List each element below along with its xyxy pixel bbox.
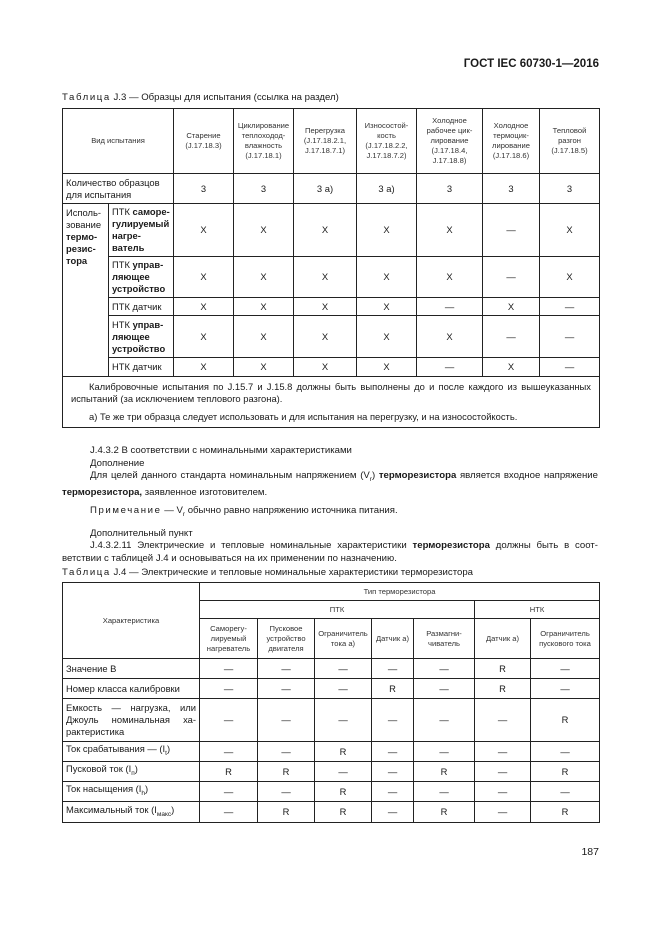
cell: — xyxy=(417,298,483,316)
cell: R xyxy=(258,802,315,823)
cell: R xyxy=(475,659,531,679)
cell: — xyxy=(258,659,315,679)
cell: R xyxy=(200,762,258,782)
cell: X xyxy=(540,204,600,257)
cell: — xyxy=(200,782,258,802)
caption-label: Таблица xyxy=(62,92,111,103)
cell: — xyxy=(483,316,540,358)
table-notes-row xyxy=(63,377,600,428)
cell: X xyxy=(483,358,540,377)
cell: X xyxy=(234,298,294,316)
cell: X xyxy=(174,358,234,377)
cell: X xyxy=(234,358,294,377)
addition-label: Дополнение xyxy=(90,457,145,469)
cell: X xyxy=(174,204,234,257)
cell: R xyxy=(531,699,600,742)
table-row xyxy=(63,204,600,257)
cell: R xyxy=(258,762,315,782)
row-label: ПТК саморегулируемый нагреватель xyxy=(109,204,174,257)
cell: 3 xyxy=(174,174,234,204)
cell: X xyxy=(234,316,294,358)
cell: — xyxy=(372,742,414,762)
cell: 3 xyxy=(540,174,600,204)
cell: X xyxy=(417,204,483,257)
table-row xyxy=(63,316,600,358)
cell: — xyxy=(531,742,600,762)
cell: — xyxy=(258,782,315,802)
cell: 3 xyxy=(483,174,540,204)
cell: — xyxy=(315,659,372,679)
col-header: Холодное термоциклирование (J.17.18.6) xyxy=(483,109,540,174)
cell: X xyxy=(174,316,234,358)
cell: — xyxy=(258,742,315,762)
cell: X xyxy=(234,257,294,298)
cell: 3 а) xyxy=(357,174,417,204)
table-row xyxy=(63,659,600,679)
cell: X xyxy=(357,204,417,257)
col-header: Старение (J.17.18.3) xyxy=(174,109,234,174)
cell: — xyxy=(540,358,600,377)
caption-text: J.4 — Электрические и тепловые номинальные характеристики терморезистора xyxy=(113,567,473,578)
caption-text: J.3 — Образцы для испытания (ссылка на раздел) xyxy=(113,92,339,103)
cell: 3 а) xyxy=(294,174,357,204)
table-row xyxy=(63,358,600,377)
cell: — xyxy=(258,699,315,742)
type-header: Тип терморезистора xyxy=(200,583,600,601)
cell: — xyxy=(483,204,540,257)
col-header: Холодное рабочее циклирование (J.17.18.4, J.17.18.8) xyxy=(417,109,483,174)
cell: — xyxy=(475,699,531,742)
col-header: Циклирование теплоходод-влажность (J.17.18.1) xyxy=(234,109,294,174)
row-label: НТК управляющее устройство xyxy=(109,316,174,358)
paragraph-ratings: J.4.3.2.11 Электрические и тепловые номинальные характеристики терморезистора должны быть в соответствии с таблицей J.4 и основываться на их применении по назначению. xyxy=(62,540,598,564)
col-header: Перегрузка (J.17.18.2.1, J.17.18.7.1) xyxy=(294,109,357,174)
col-header: Ограничитель тока а) xyxy=(315,619,372,659)
cell: X xyxy=(357,298,417,316)
table-row xyxy=(63,298,600,316)
row-label: Пусковой ток $(I_п)$ xyxy=(63,762,200,782)
table-j4 xyxy=(62,582,600,823)
cell: — xyxy=(372,782,414,802)
table-j4-corner: Характеристика xyxy=(63,583,200,659)
cell: X xyxy=(540,257,600,298)
cell: — xyxy=(540,298,600,316)
table-notes xyxy=(63,377,600,428)
cell: X xyxy=(417,316,483,358)
cell: X xyxy=(234,204,294,257)
cell: — xyxy=(414,699,475,742)
cell: — xyxy=(475,802,531,823)
cell: — xyxy=(315,679,372,699)
row-label: ПТК управляющее устройство xyxy=(109,257,174,298)
table-row xyxy=(63,699,600,742)
cell: R xyxy=(531,802,600,823)
note-footnote: а) Те же три образца следует использовать и для испытания на перегрузку, и на износостойкость. xyxy=(89,411,518,422)
body-text xyxy=(62,445,598,566)
table-row xyxy=(63,174,600,204)
col-header: Саморегулируемый нагреватель xyxy=(200,619,258,659)
cell: 3 xyxy=(234,174,294,204)
page-number: 187 xyxy=(581,846,599,858)
cell: X xyxy=(294,204,357,257)
cell: X xyxy=(417,257,483,298)
cell: R xyxy=(315,742,372,762)
row-label: Значение B xyxy=(63,659,200,679)
cell: R xyxy=(531,762,600,782)
table-row xyxy=(63,679,600,699)
cell: — xyxy=(200,699,258,742)
cell: X xyxy=(294,257,357,298)
document-header: ГОСТ IEC 60730-1—2016 xyxy=(463,58,599,70)
table-row xyxy=(63,802,600,823)
col-header: Износостойкость (J.17.18.2.2, J.17.18.7.2) xyxy=(357,109,417,174)
row-label: Максимальный ток $(I_{макс})$ xyxy=(63,802,200,823)
cell: — xyxy=(475,742,531,762)
cell: — xyxy=(475,782,531,802)
col-header: Тепловой разгон (J.17.18.5) xyxy=(540,109,600,174)
cell: R xyxy=(372,679,414,699)
row-label: Ток срабатывания — $(I_t)$ xyxy=(63,742,200,762)
col-header: Датчик а) xyxy=(475,619,531,659)
cell: — xyxy=(414,659,475,679)
col-header: Датчик а) xyxy=(372,619,414,659)
table-row xyxy=(63,742,600,762)
row-label: ПТК датчик xyxy=(109,298,174,316)
col-header: Размагничиватель xyxy=(414,619,475,659)
cell: — xyxy=(414,679,475,699)
cell: R xyxy=(414,762,475,782)
row-label: Номер класса калибровки xyxy=(63,679,200,699)
table-j4-header-row xyxy=(63,583,600,601)
cell: — xyxy=(483,257,540,298)
row-label: НТК датчик xyxy=(109,358,174,377)
cell: — xyxy=(540,316,600,358)
cell: — xyxy=(414,782,475,802)
table-row xyxy=(63,257,600,298)
cell: X xyxy=(294,358,357,377)
cell: — xyxy=(372,699,414,742)
cell: — xyxy=(372,762,414,782)
cell: X xyxy=(174,257,234,298)
cell: 3 xyxy=(417,174,483,204)
table-j3-header-row xyxy=(63,109,600,174)
cell: — xyxy=(200,742,258,762)
cell: — xyxy=(372,659,414,679)
cell: R xyxy=(315,782,372,802)
row-label: Ток насыщения $(I_h)$ xyxy=(63,782,200,802)
cell: — xyxy=(531,659,600,679)
cell: — xyxy=(414,742,475,762)
cell: X xyxy=(357,358,417,377)
cell: X xyxy=(294,298,357,316)
cell: — xyxy=(200,679,258,699)
cell: R xyxy=(475,679,531,699)
cell: X xyxy=(357,257,417,298)
cell: R xyxy=(315,802,372,823)
cell: — xyxy=(315,762,372,782)
col-header: Пусковое устройство двигателя xyxy=(258,619,315,659)
note-paragraph: Примечание — $V_r$ обычно равно напряжению источника питания. xyxy=(90,505,398,519)
use-label: Использование терморезистора xyxy=(63,204,109,377)
additional-clause-label: Дополнительный пункт xyxy=(90,527,193,539)
cell: — xyxy=(200,802,258,823)
table-j3-caption xyxy=(62,92,339,103)
table-row xyxy=(63,782,600,802)
group-ptk: ПТК xyxy=(200,601,475,619)
table-j3-corner: Вид испытания xyxy=(63,109,174,174)
table-j4-caption xyxy=(62,567,473,578)
clause-heading: J.4.3.2 В соответствии с номинальными характеристиками xyxy=(90,445,352,456)
cell: — xyxy=(531,782,600,802)
cell: — xyxy=(372,802,414,823)
cell: — xyxy=(417,358,483,377)
note-calibration: Калибровочные испытания по J.15.7 и J.15.8 должны быть выполнены до и после каждого из вышеуказанных испытаний (за исключением теплового разгона). xyxy=(71,381,591,404)
group-ntk: НТК xyxy=(475,601,600,619)
cell: — xyxy=(475,762,531,782)
table-j3 xyxy=(62,108,600,428)
cell: — xyxy=(200,659,258,679)
cell: X xyxy=(357,316,417,358)
cell: X xyxy=(483,298,540,316)
count-label: Количество образцов для испытания xyxy=(63,174,174,204)
caption-label: Таблица xyxy=(62,567,111,578)
cell: — xyxy=(531,679,600,699)
row-label: Емкость — нагрузка, или Джоуль номинальная характеристика xyxy=(63,699,200,742)
cell: X xyxy=(174,298,234,316)
cell: R xyxy=(414,802,475,823)
cell: — xyxy=(258,679,315,699)
cell: — xyxy=(315,699,372,742)
cell: X xyxy=(294,316,357,358)
col-header: Ограничитель пускового тока xyxy=(531,619,600,659)
table-row xyxy=(63,762,600,782)
paragraph-rated-voltage: Для целей данного стандарта номинальным напряжением $(V_r)$ терморезистора является входное напряжение терморезистора, заявленное изготовителем. xyxy=(62,470,598,498)
